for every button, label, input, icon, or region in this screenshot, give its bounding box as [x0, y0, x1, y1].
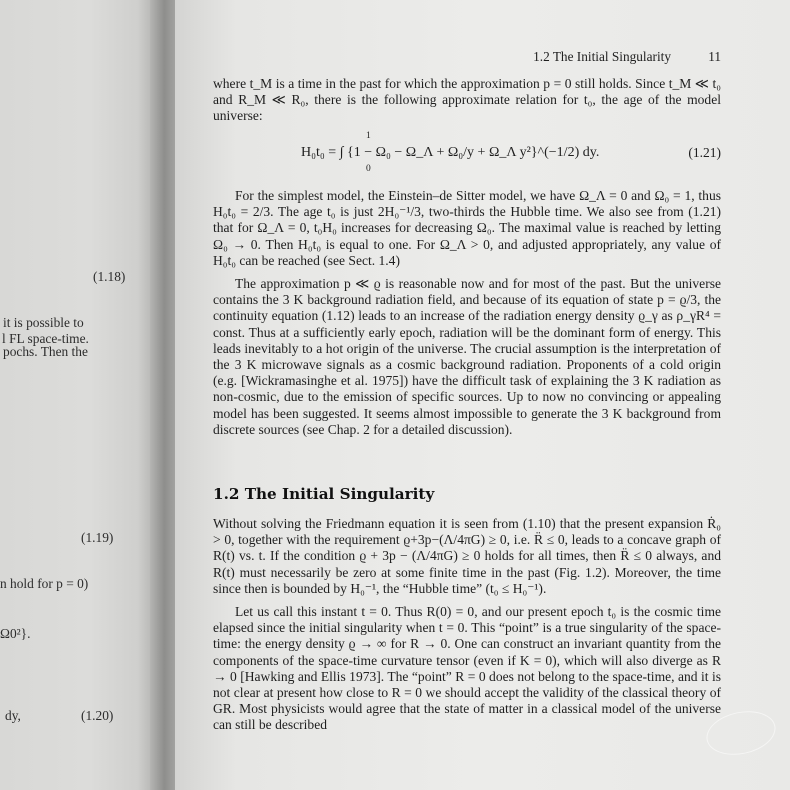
paragraph-singularity	[213, 604, 721, 734]
integral-lower-limit: 0	[366, 164, 371, 174]
paragraph-text: Without solving the Friedmann equation it is seen from (1.10) that the present expansion Ṙ₀ > 0, together with the requirement ϱ+3p−(Λ/4πG) ≥ 0, i.e. R̈ ≤ 0, leads to a concave graph of R(t) vs. t. If the condition ϱ + 3p − (Λ/4πG) ≥ 0 holds for all times, then R̈ ≤ 0 always, and R(t) must necessarily be zero at some finite time in the past (Fig. 1.2). Moreover, the time since then is bounded by H₀⁻¹, the “Hubble time” (t₀ ≤ H₀⁻¹).	[213, 516, 721, 596]
left-page	[0, 0, 162, 790]
equation-1-21	[213, 128, 721, 180]
page-number: 11	[708, 49, 721, 64]
left-page-line: Ω0²}.	[0, 626, 31, 641]
integral-upper-limit: 1	[366, 131, 371, 141]
left-page-line: l FL space-time.	[2, 331, 89, 346]
paragraph-friedmann	[213, 516, 721, 597]
left-page-line: (1.19)	[81, 530, 114, 545]
right-page	[175, 0, 790, 790]
equation-number: (1.21)	[688, 145, 721, 160]
paragraph-intro	[213, 76, 721, 125]
equation-body: H₀t₀ = ∫ {1 − Ω₀ − Ω_Λ + Ω₀/y + Ω_Λ y²}^(−1/2) dy.	[301, 145, 600, 160]
paragraph-text: For the simplest model, the Einstein–de Sitter model, we have Ω_Λ = 0 and Ω₀ = 1, thus H₀t₀ = 2/3. The age t₀ is just 2H₀⁻¹/3, two-thirds the Hubble time. We also see from (1.21) that for Ω_Λ = 0, t₀H₀ increases for decreasing Ω₀. The maximal value is reached by letting Ω₀ → 0. Then H₀t₀ is equal to one. For Ω_Λ > 0, and adjusted appropriately, any value of H₀t₀ can be reached (see Sect. 1.4)	[213, 188, 721, 268]
paragraph-text: The approximation p ≪ ϱ is reasonable now and for most of the past. But the universe contains the 3 K background radiation field, and because of its equation of state p = ϱ/3, the continuity equation (1.12) leads to an increase of the radiation energy density ϱ_γ as ρ_γR⁴ = const. Thus at a sufficiently early epoch, radiation will be the dominant form of energy. This leads inevitably to a hot origin of the universe. The crucial assumption is the interpretation of the 3 K microwave signals as a cosmic background radiation. Proponents of a cold origin (e.g. [Wickramasinghe et al. 1975]) have the difficult task of explaining the 3 K radiation as non-cosmic, due to the emission of specific sources. Up to now no convincing or appealing model has been suggested. It seems almost impossible to generate the 3 K background from discrete sources (see Chap. 2 for a detailed discussion).	[213, 276, 721, 437]
paragraph-einstein-de-sitter	[213, 188, 721, 269]
left-page-line: dy,	[5, 708, 21, 723]
paragraph-approximation	[213, 276, 721, 438]
left-page-line: it is possible to	[3, 315, 84, 330]
paragraph-text: Let us call this instant t = 0. Thus R(0) = 0, and our present epoch t₀ is the cosmic time elapsed since the initial singularity when t = 0. This “point” is a true singularity of the space-time: the energy density ϱ → ∞ for R → 0. One can construct an invariant quantity from the components of the space-time curvature tensor (even if K = 0), which will also diverge as R → 0 [Hawking and Ellis 1973]. The “point” R = 0 does not belong to the space-time, and it is not clear at present how close to R = 0 we should accept the validity of the classical theory of GR. Most physicists would agree that the state of matter in a classical model of the universe can still be described	[213, 604, 721, 733]
left-page-line: pochs. Then the	[3, 344, 88, 359]
left-page-line: n hold for p = 0)	[0, 576, 89, 591]
left-page-line: (1.20)	[81, 708, 114, 723]
left-page-line: (1.18)	[93, 269, 126, 284]
section-heading: 1.2 The Initial Singularity	[213, 485, 435, 503]
running-head-title: 1.2 The Initial Singularity	[533, 49, 671, 64]
paragraph-text: where t_M is a time in the past for which the approximation p = 0 still holds. Since t_M ≪ t₀ and R_M ≪ R₀, there is the following approximate relation for t₀, the age of the model universe:	[213, 76, 721, 124]
